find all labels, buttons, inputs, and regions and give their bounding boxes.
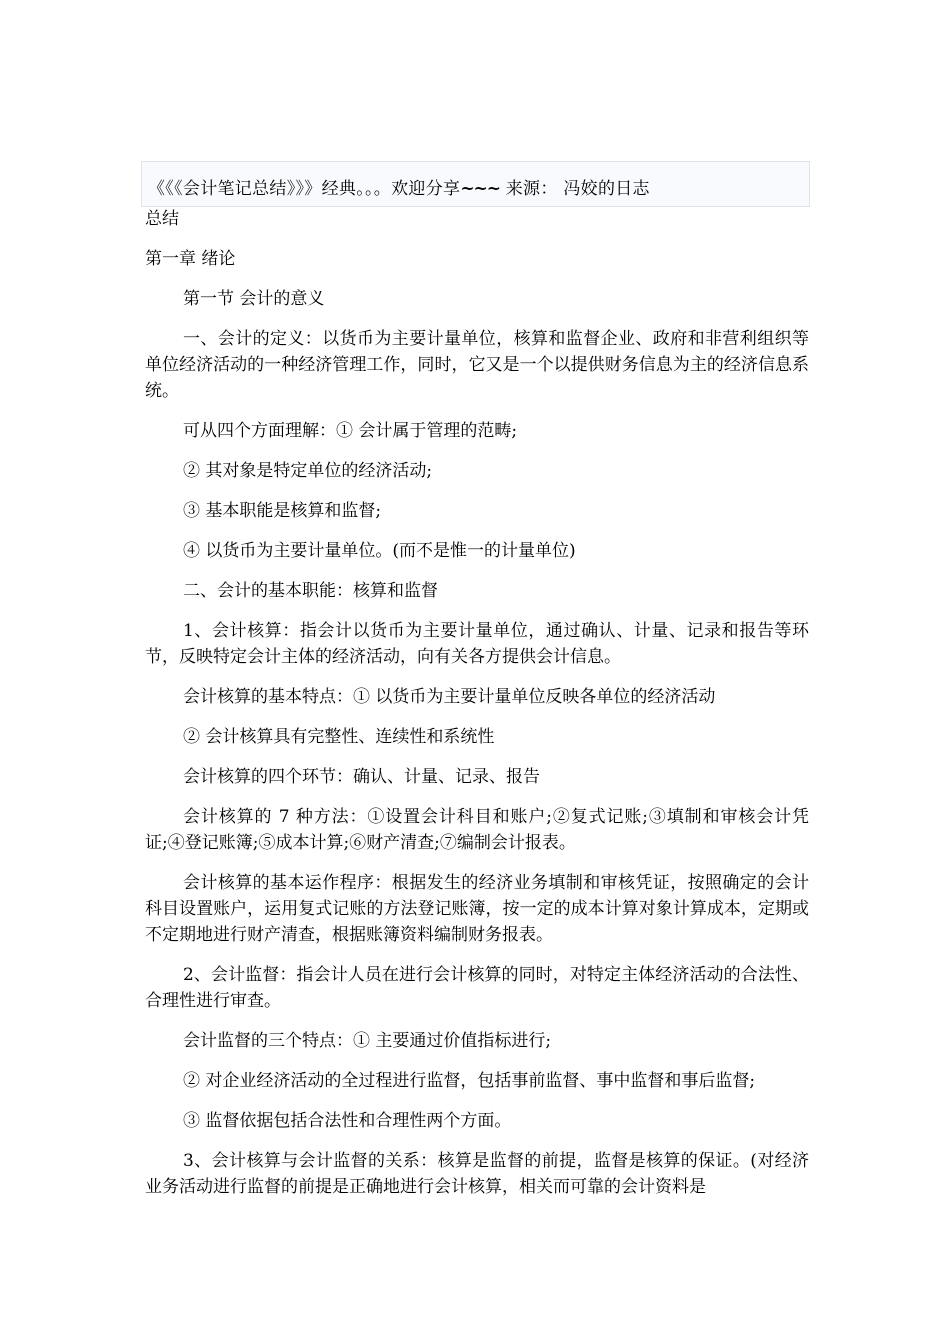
paragraph: 一、会计的定义：以货币为主要计量单位，核算和监督企业、政府和非营利组织等单位经济活动的一种经济管理工作，同时，它又是一个以提供财务信息为主的经济信息系统。 — [145, 329, 809, 401]
document-body — [145, 206, 809, 1214]
paragraph: ④ 以货币为主要计量单位。(而不是惟一的计量单位) — [183, 541, 576, 561]
paragraph: 3、会计核算与会计监督的关系：核算是监督的前提，监督是核算的保证。(对经济业务活动进行监督的前提是正确地进行会计核算，相关而可靠的会计资料是 — [145, 1151, 809, 1197]
paragraph: ③ 监督依据包括合法性和合理性两个方面。 — [183, 1111, 512, 1131]
paragraph: 会计核算的基本运作程序：根据发生的经济业务填制和审核凭证，按照确定的会计科目设置账户，运用复式记账的方法登记账簿，按一定的成本计算对象计算成本，定期或不定期地进行财产清查，根据账簿资料编制财务报表。 — [145, 873, 809, 945]
paragraph: ③ 基本职能是核算和监督; — [183, 501, 382, 521]
paragraph: 会计监督的三个特点：① 主要通过价值指标进行; — [183, 1031, 552, 1051]
paragraph: 第一节 会计的意义 — [183, 289, 325, 309]
paragraph: 第一章 绪论 — [145, 249, 236, 269]
paragraph: 二、会计的基本职能：核算和监督 — [183, 581, 438, 601]
paragraph: ② 对企业经济活动的全过程进行监督，包括事前监督、事中监督和事后监督; — [183, 1071, 756, 1091]
title-tilde: ~~~ — [460, 179, 501, 199]
paragraph: ② 其对象是特定单位的经济活动; — [183, 461, 433, 481]
paragraph: ② 会计核算具有完整性、连续性和系统性 — [183, 727, 495, 747]
paragraph: 会计核算的四个环节：确认、计量、记录、报告 — [183, 767, 540, 787]
title-source: 来源： 冯姣的日志 — [500, 179, 650, 199]
paragraph: 总结 — [145, 209, 179, 229]
paragraph: 可从四个方面理解：① 会计属于管理的范畴; — [183, 421, 518, 441]
title-prefix: 《《《会计笔记总结》》》经典。。。欢迎分享 — [148, 179, 461, 199]
paragraph: 1、会计核算：指会计以货币为主要计量单位，通过确认、计量、记录和报告等环节，反映特定会计主体的经济活动，向有关各方提供会计信息。 — [145, 621, 809, 667]
document-title — [148, 174, 650, 199]
paragraph: 会计核算的基本特点：① 以货币为主要计量单位反映各单位的经济活动 — [183, 687, 716, 707]
paragraph: 会计核算的 7 种方法：①设置会计科目和账户;②复式记账;③填制和审核会计凭证;④登记账簿;⑤成本计算;⑥财产清查;⑦编制会计报表。 — [145, 807, 809, 853]
paragraph: 2、会计监督：指会计人员在进行会计核算的同时，对特定主体经济活动的合法性、合理性进行审查。 — [145, 965, 809, 1011]
